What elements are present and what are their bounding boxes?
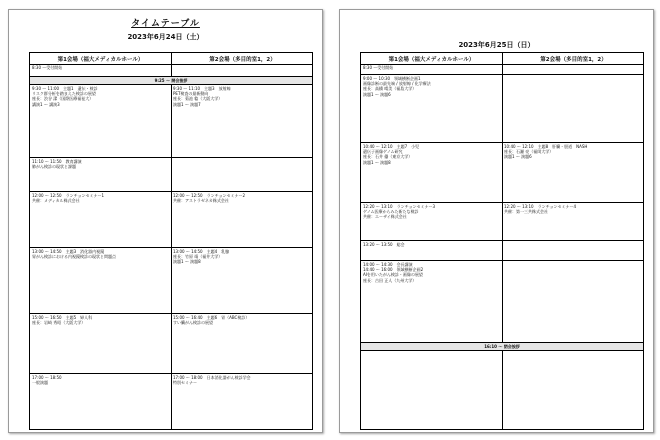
session-row: 15:00 ～ 16:50 主題5 婦人科 座長：岩崎 秀昭（大阪大学） [30,313,171,373]
page-title: タイムテーブル [131,19,200,29]
session-row [502,260,643,342]
session-row: 13:20 ～ 13:50 総会 [361,240,502,260]
session-row: 12:20 ～ 13:10 ランチョンセミナー4 共催：第一三共株式会社 [502,202,643,240]
closing-row: 16:10 ～ 閉会挨拶 [361,342,643,350]
session-row: 9:30 ～ 11:00 主題1 遺伝・検診 リスク群分析を踏まえた検診の展望 座長：渋谷 潔（国際医療福祉大） 講演1 ～ 講演3 [30,84,171,157]
session-row [502,240,643,260]
session-row: 15:00 ～ 16:40 主題6 胃（ABC検診） すい臓がん検診の展望 [171,313,312,373]
timetable-page-day2 [339,9,654,433]
hall2-header: 第2会場（多目的室1，2） [502,53,644,65]
session-row: 14:00 ～ 14:30 会長講演 14:40 ～ 16:00 領域横断企画2 AIを用いたがん検診・画像の展望 座長：古田 正人（九州大学） [361,260,502,342]
reception-row: 8:30 ～受付開始 [32,65,63,70]
empty-cell [502,350,643,429]
session-row: 11:10 ～ 11:50 教育講演 肺がん検診の現状と課題 [30,157,171,191]
session-row: 9:30 ～ 11:10 主題3 放射線 PET検査の最新動向 座長：菊池 稔（大阪大学） 演題1 ～ 演題7 [171,84,312,157]
hall1-header: 第1会場（福大メディカルホール） [361,53,502,65]
date-day2: 2023年6月25日（日） [458,41,535,49]
session-row: 12:00 ～ 12:50 ランチョンセミナー2 共催：アストラゼネカ株式会社 [171,191,312,247]
schedule-grid-day1 [29,52,313,430]
session-row: 12:20 ～ 13:10 ランチョンセミナー3 ゲノム医療からみた新たな検診 共催：エーザイ株式会社 [361,202,502,240]
session-row: 17:00 ～ 18:50 一般演題 [30,373,171,429]
session-row: 12:00 ～ 12:50 ランチョンセミナー1 共催：メディカル株式会社 [30,191,171,247]
date-day1: 2023年6月24日（土） [127,33,204,41]
hall2-header: 第2会場（多目的室1，2） [171,53,313,65]
reception-row: 8:30 ～受付開始 [363,65,394,70]
session-row: 17:00 ～ 18:00 日本消化器がん検診学会 特別セミナー [171,373,312,429]
schedule-grid-day2 [360,52,644,430]
hall1-header: 第1会場（福大メディカルホール） [30,53,171,65]
session-row [171,157,312,191]
session-row: 10:40 ～ 12:10 主題7 小児 遺伝子画像ゲノム研究 座長：石井 優（東京大学） 演題1 ～ 演題8 [361,142,502,202]
empty-cell [361,350,502,429]
session-row: 9:00 ～ 10:30 領域横断企画1 画像診断の最先端 / 放射線 / 化学療法 座長：高橋 晴美（福島大学） 演題1 ～ 演題6 [361,74,502,142]
session-row [502,74,643,142]
session-row: 10:40 ～ 12:10 主題8 肝臓・胆道 NASH 座長：石瀬 亮（福岡大学） 演題1 ～ 演題6 [502,142,643,202]
timetable-page-day1 [8,9,323,433]
opening-row: 9:25 ～ 開会挨拶 [30,76,312,84]
session-row: 13:00 ～ 14:50 主題3 消化器内視鏡 胃がん検診における内視鏡検診の現状と問題点 [30,247,171,313]
session-row: 13:00 ～ 14:50 主題4 乳腺 座長：竹原 靖（福井大学） 演題1 ～ 演題8 [171,247,312,313]
